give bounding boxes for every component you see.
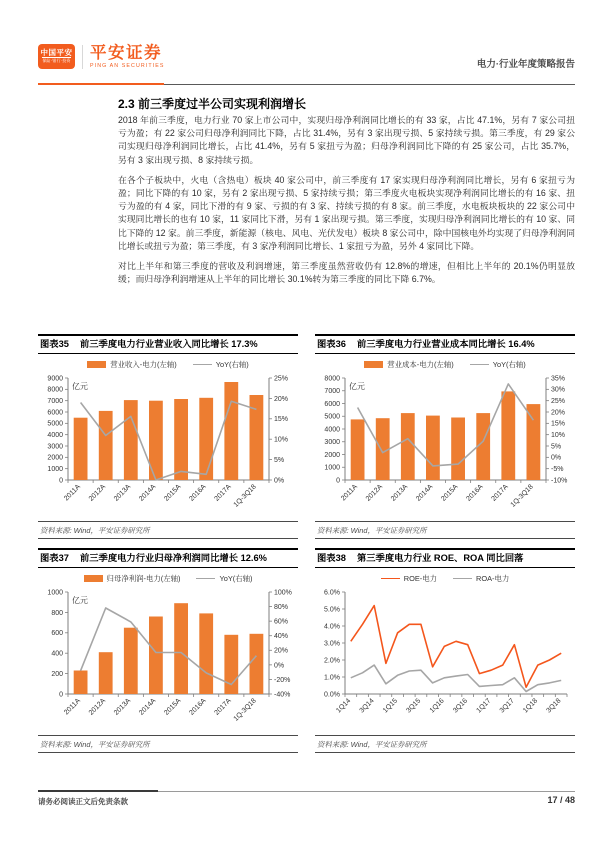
paragraph: 对比上半年和第三季度的营收及利润增速，第三季度虽然营收仍有 12.8%的增速，但相比上半年的 20.1%仍明显放缓；而归母净利润增速从上半年的同比增长 30.1%转为第三季度的同比下降 6.7%。	[118, 261, 575, 285]
svg-text:亿元: 亿元	[72, 382, 88, 391]
legend-bar-swatch	[84, 575, 103, 582]
svg-text:200: 200	[51, 671, 63, 678]
svg-text:2013A: 2013A	[389, 483, 410, 503]
svg-text:2015A: 2015A	[440, 483, 460, 503]
paragraph: 2018 年前三季度，电力行业 70 家上市公司中，实现归母净利润同比增长的有 33 家，占比 47.1%，另有 7 家公司扭亏为盈；有 22 家公司归母净利润同比下降，占比 31.4%，另有 3 家出现亏损、5 家持续亏损。第三季度，有 29 家公司实现归母净利润同比增长，占比 41.4%，另有 5 家扭亏为盈；归母净利润同比下降的有 25 家公司，占比 35.7%，另有 3 家出现亏损、8 家持续亏损。	[118, 115, 575, 165]
paragraph: 在各个子板块中，火电（含热电）板块 40 家公司中，前三季度有 17 家实现归母净利润同比增长，另有 6 家扭亏为盈；同比下降的有 10 家，另有 2 家出现亏损、5 家持续亏损；第三季度火电板块实现净利润同比增长的有 16 家、扭亏为盈的有 4 家，同比下滑的有 9 家、亏损的有 3 家、持续亏损的有 8 家。前三季度，水电板块板块的 22 家公司中实现同比增长的也有 10 家，11 家同比下滑，另有 1 家出现亏损。第三季度，实现归母净利润同比增长的有 10 家、同比下降的 12 家。前三季度，新能源（核电、风电、光伏发电）板块 8 家公司中，除中国核电外均实现了归母净利润同比增长或扭亏为盈；第三季度，有 3 家净利润同比增长、1 家扭亏为盈，另外 4 家同比下降。	[118, 174, 575, 251]
footer-divider	[38, 791, 575, 792]
svg-text:1Q-3Q18: 1Q-3Q18	[232, 697, 258, 723]
svg-text:2011A: 2011A	[63, 697, 82, 717]
svg-text:-40%: -40%	[274, 691, 291, 699]
svg-text:600: 600	[51, 630, 63, 638]
svg-text:3.0%: 3.0%	[324, 640, 340, 648]
svg-text:0%: 0%	[274, 662, 285, 670]
svg-text:35%: 35%	[551, 375, 566, 383]
svg-text:-10%: -10%	[551, 477, 568, 485]
svg-text:3000: 3000	[324, 439, 340, 447]
section-title: 2.3 前三季度过半公司实现利润增长	[118, 97, 307, 111]
chart-legend	[38, 572, 298, 585]
badge-subtext: 保险·银行·投资	[42, 58, 71, 64]
figure-label: 图表38	[317, 553, 346, 563]
svg-text:2014A: 2014A	[138, 697, 158, 717]
legend-item	[196, 573, 252, 584]
svg-text:0: 0	[59, 477, 63, 485]
svg-text:40%: 40%	[274, 633, 289, 641]
svg-text:5%: 5%	[274, 457, 285, 464]
figure-title-row	[38, 548, 298, 568]
figure-38	[315, 548, 575, 753]
svg-text:1Q17: 1Q17	[475, 697, 493, 715]
figure-36	[315, 334, 575, 539]
figure-title: 前三季度电力行业归母净利润同比增长 12.6%	[79, 553, 267, 563]
figure-source: 资料来源: Wind，平安证券研究所	[315, 521, 575, 539]
figure-label: 图表36	[317, 339, 346, 349]
svg-text:-20%: -20%	[274, 676, 291, 684]
svg-text:1000: 1000	[47, 466, 63, 474]
svg-text:2016A: 2016A	[465, 483, 485, 503]
svg-text:25%: 25%	[551, 398, 566, 406]
legend-item	[453, 573, 509, 584]
figure-title: 前三季度电力行业营业成本同比增长 16.4%	[356, 339, 535, 349]
svg-text:2016A: 2016A	[188, 697, 208, 717]
header-divider	[38, 84, 575, 85]
logo-divider	[82, 45, 83, 69]
legend-line-swatch	[453, 578, 472, 580]
svg-text:2014A: 2014A	[415, 483, 435, 503]
svg-text:2000: 2000	[324, 451, 340, 459]
svg-text:-5%: -5%	[551, 466, 564, 474]
svg-text:2000: 2000	[47, 454, 63, 462]
legend-line-swatch	[193, 364, 212, 366]
svg-text:2015A: 2015A	[163, 483, 183, 503]
net-profit-chart-canvas	[38, 586, 298, 732]
svg-text:2011A: 2011A	[340, 483, 359, 503]
legend-label: YoY(右轴)	[492, 360, 526, 369]
svg-text:亿元: 亿元	[72, 596, 88, 605]
legend-label: YoY(右轴)	[215, 360, 249, 369]
svg-text:5000: 5000	[47, 420, 63, 428]
svg-text:8000: 8000	[324, 375, 340, 383]
svg-text:6.0%: 6.0%	[324, 589, 340, 597]
svg-text:亿元: 亿元	[349, 382, 365, 391]
svg-text:80%: 80%	[274, 603, 289, 611]
svg-text:3Q14: 3Q14	[358, 697, 376, 715]
svg-text:5000: 5000	[324, 413, 340, 421]
svg-text:5.0%: 5.0%	[324, 606, 340, 614]
svg-text:3000: 3000	[47, 443, 63, 451]
figure-grid	[38, 334, 575, 753]
svg-text:2.0%: 2.0%	[324, 657, 340, 665]
page-number: 17 / 48	[547, 795, 575, 805]
roe-roa-chart-canvas	[315, 586, 575, 732]
svg-text:2012A: 2012A	[87, 697, 108, 717]
chart-legend	[315, 572, 575, 585]
figure-35	[38, 334, 298, 539]
svg-text:2017A: 2017A	[213, 697, 233, 717]
svg-text:400: 400	[51, 650, 63, 658]
figure-source: 资料来源: Wind，平安证券研究所	[38, 735, 298, 753]
svg-text:2016A: 2016A	[188, 483, 208, 503]
svg-text:1Q18: 1Q18	[522, 697, 540, 715]
legend-label: ROE-电力	[403, 574, 437, 583]
svg-text:25%: 25%	[274, 375, 289, 383]
svg-text:15%: 15%	[274, 416, 289, 424]
legend-label: 营业收入-电力(左轴)	[110, 360, 177, 369]
svg-text:6000: 6000	[324, 400, 340, 408]
svg-text:2014A: 2014A	[138, 483, 158, 503]
svg-text:8000: 8000	[47, 386, 63, 394]
svg-text:1Q16: 1Q16	[428, 697, 446, 715]
svg-text:15%: 15%	[551, 420, 566, 428]
svg-text:1000: 1000	[324, 464, 340, 472]
cost-chart-canvas	[315, 372, 575, 518]
brand-block	[90, 45, 165, 69]
page-header	[38, 44, 575, 82]
svg-text:1Q-3Q18: 1Q-3Q18	[509, 483, 535, 509]
legend-item	[87, 359, 177, 370]
svg-text:20%: 20%	[274, 395, 289, 403]
legend-item	[84, 573, 181, 584]
svg-text:9000: 9000	[47, 375, 63, 383]
svg-text:2017A: 2017A	[490, 483, 510, 503]
svg-text:7000: 7000	[47, 398, 63, 406]
svg-text:1Q14: 1Q14	[335, 697, 353, 715]
svg-text:0%: 0%	[274, 477, 285, 485]
svg-text:1Q-3Q18: 1Q-3Q18	[232, 483, 258, 509]
svg-text:3Q17: 3Q17	[498, 697, 516, 715]
legend-line-swatch	[196, 578, 215, 580]
svg-text:7000: 7000	[324, 388, 340, 396]
legend-label: 归母净利润-电力(左轴)	[106, 574, 181, 583]
legend-item	[381, 573, 437, 584]
report-type-label: 电力·行业年度策略报告	[476, 59, 575, 70]
figure-title-row	[315, 548, 575, 568]
svg-text:30%: 30%	[551, 386, 566, 394]
legend-line-swatch	[470, 364, 489, 366]
svg-text:4000: 4000	[324, 426, 340, 434]
svg-text:0: 0	[336, 477, 340, 485]
chart-legend	[315, 358, 575, 371]
svg-text:20%: 20%	[551, 409, 566, 417]
svg-text:3Q16: 3Q16	[452, 697, 470, 715]
legend-bar-swatch	[364, 361, 383, 368]
svg-text:3Q15: 3Q15	[405, 697, 423, 715]
svg-text:1Q15: 1Q15	[381, 697, 399, 715]
legend-item	[470, 359, 526, 370]
pingan-badge-logo	[38, 44, 75, 69]
svg-text:4.0%: 4.0%	[324, 623, 340, 631]
brand-name: 平安证券	[90, 43, 162, 62]
legend-item	[193, 359, 249, 370]
figure-37	[38, 548, 298, 753]
figure-label: 图表35	[40, 339, 69, 349]
svg-text:2013A: 2013A	[112, 483, 133, 503]
legend-line-swatch	[381, 578, 400, 580]
svg-text:0%: 0%	[551, 454, 562, 462]
svg-text:0.0%: 0.0%	[324, 691, 340, 699]
svg-text:10%: 10%	[274, 436, 289, 444]
svg-text:100%: 100%	[274, 589, 292, 597]
svg-text:3Q18: 3Q18	[545, 697, 563, 715]
chart-legend	[38, 358, 298, 371]
figure-title: 前三季度电力行业营业收入同比增长 17.3%	[79, 339, 258, 349]
svg-text:20%: 20%	[274, 647, 289, 655]
svg-text:800: 800	[51, 609, 63, 617]
figure-source: 资料来源: Wind，平安证券研究所	[315, 735, 575, 753]
body-text	[118, 114, 575, 293]
revenue-chart-canvas	[38, 372, 298, 518]
svg-text:2012A: 2012A	[87, 483, 108, 503]
figure-title: 第三季度电力行业 ROE、ROA 同比回落	[356, 553, 524, 563]
figure-label: 图表37	[40, 553, 69, 563]
svg-text:6000: 6000	[47, 409, 63, 417]
svg-text:2015A: 2015A	[163, 697, 183, 717]
svg-text:2017A: 2017A	[213, 483, 233, 503]
legend-label: YoY(右轴)	[219, 574, 253, 583]
legend-label: 营业成本-电力(左轴)	[387, 360, 454, 369]
svg-text:1.0%: 1.0%	[324, 674, 340, 682]
figure-title-row	[38, 334, 298, 354]
svg-text:1000: 1000	[47, 589, 63, 597]
svg-text:2013A: 2013A	[112, 697, 133, 717]
brand-name-en: PING AN SECURITIES	[90, 62, 165, 69]
figure-source: 资料来源: Wind，平安证券研究所	[38, 521, 298, 539]
legend-item	[364, 359, 454, 370]
footer-disclaimer: 请务必阅读正文后免责条款	[38, 797, 128, 806]
svg-text:10%: 10%	[551, 432, 566, 440]
svg-text:0: 0	[59, 691, 63, 699]
svg-text:2011A: 2011A	[63, 483, 82, 503]
svg-text:5%: 5%	[551, 443, 562, 451]
figure-title-row	[315, 334, 575, 354]
legend-label: ROA-电力	[476, 574, 510, 583]
svg-text:4000: 4000	[47, 432, 63, 440]
svg-text:60%: 60%	[274, 618, 289, 626]
svg-text:2012A: 2012A	[364, 483, 385, 503]
badge-text: 中国平安	[40, 48, 73, 58]
legend-bar-swatch	[87, 361, 106, 368]
